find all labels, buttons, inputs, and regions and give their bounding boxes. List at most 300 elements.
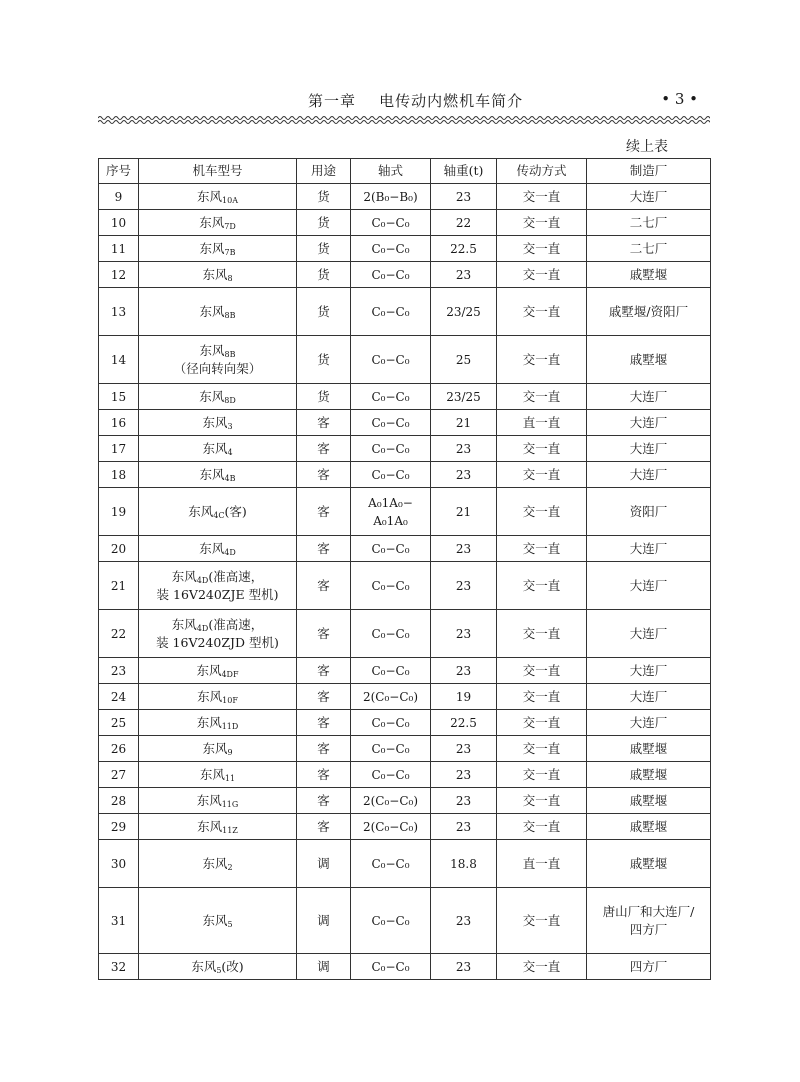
cell-use bbox=[297, 262, 351, 288]
model-note: （径向转向架） bbox=[173, 360, 262, 376]
table-row bbox=[99, 210, 711, 236]
table-row bbox=[99, 814, 711, 840]
model-name: 东风 bbox=[199, 766, 225, 782]
cell-no bbox=[99, 684, 139, 710]
axle-value: C₀−C₀ bbox=[371, 389, 410, 404]
cell-axle bbox=[351, 262, 431, 288]
cell-no bbox=[99, 384, 139, 410]
axle-value: A₀1A₀− bbox=[368, 495, 413, 510]
drive-value: 交一直 bbox=[522, 625, 561, 641]
axle-value: C₀−C₀ bbox=[371, 415, 410, 430]
model-subscript: 11 bbox=[224, 773, 236, 783]
maker-value: 戚墅堰 bbox=[629, 818, 668, 834]
cell-axle bbox=[351, 840, 431, 888]
weight-value: 22 bbox=[455, 215, 472, 230]
weight-value: 18.8 bbox=[450, 856, 477, 871]
header-drive: 传动方式 bbox=[497, 159, 587, 184]
use-value: 货 bbox=[317, 303, 330, 319]
cell-model bbox=[139, 436, 297, 462]
use-value: 客 bbox=[317, 440, 330, 456]
cell-no bbox=[99, 710, 139, 736]
model-subscript: 2 bbox=[227, 862, 233, 872]
cell-no bbox=[99, 236, 139, 262]
cell-model bbox=[139, 384, 297, 410]
cell-use bbox=[297, 658, 351, 684]
cell-weight bbox=[431, 536, 497, 562]
weight-value: 23 bbox=[455, 913, 472, 928]
cell-maker bbox=[587, 536, 711, 562]
use-value: 客 bbox=[317, 414, 330, 430]
model-name: 东风 bbox=[188, 503, 214, 519]
table-row bbox=[99, 562, 711, 610]
model-suffix: (准高速， bbox=[208, 568, 264, 584]
weight-value: 23 bbox=[455, 578, 472, 593]
axle-value: C₀−C₀ bbox=[371, 352, 410, 367]
cell-model bbox=[139, 888, 297, 954]
cell-model bbox=[139, 562, 297, 610]
cell-use bbox=[297, 840, 351, 888]
weight-value: 23 bbox=[455, 189, 472, 204]
model-name: 东风 bbox=[199, 214, 225, 230]
table-row bbox=[99, 410, 711, 436]
axle-value: C₀−C₀ bbox=[371, 959, 410, 974]
model-name: 东风 bbox=[199, 240, 225, 256]
maker-value: 大连厂 bbox=[629, 688, 668, 704]
cell-axle bbox=[351, 210, 431, 236]
use-value: 客 bbox=[317, 766, 330, 782]
use-value: 客 bbox=[317, 740, 330, 756]
row-number: 17 bbox=[110, 441, 127, 456]
weight-value: 23 bbox=[455, 819, 472, 834]
cell-maker bbox=[587, 736, 711, 762]
cell-model bbox=[139, 684, 297, 710]
page-number: • 3 • bbox=[661, 90, 698, 108]
cell-drive bbox=[497, 536, 587, 562]
model-subscript: 4C bbox=[213, 510, 225, 520]
cell-drive bbox=[497, 840, 587, 888]
use-value: 货 bbox=[317, 266, 330, 282]
cell-model bbox=[139, 710, 297, 736]
cell-maker bbox=[587, 658, 711, 684]
weight-value: 23 bbox=[455, 467, 472, 482]
cell-no bbox=[99, 610, 139, 658]
cell-use bbox=[297, 736, 351, 762]
axle-value: C₀−C₀ bbox=[371, 241, 410, 256]
axle-value: C₀−C₀ bbox=[371, 215, 410, 230]
cell-maker bbox=[587, 336, 711, 384]
cell-use bbox=[297, 888, 351, 954]
cell-weight bbox=[431, 488, 497, 536]
cell-drive bbox=[497, 710, 587, 736]
cell-axle bbox=[351, 336, 431, 384]
cell-drive bbox=[497, 684, 587, 710]
drive-value: 交一直 bbox=[522, 540, 561, 556]
cell-axle bbox=[351, 410, 431, 436]
model-note: 装 16V240ZJE 型机) bbox=[156, 586, 279, 602]
cell-weight bbox=[431, 888, 497, 954]
use-value: 货 bbox=[317, 388, 330, 404]
model-subscript: 5 bbox=[216, 965, 222, 975]
axle-value: C₀−C₀ bbox=[371, 626, 410, 641]
cell-use bbox=[297, 762, 351, 788]
cell-drive bbox=[497, 954, 587, 980]
cell-axle bbox=[351, 288, 431, 336]
cell-maker bbox=[587, 384, 711, 410]
table-row bbox=[99, 236, 711, 262]
row-number: 32 bbox=[110, 959, 127, 974]
table-row bbox=[99, 954, 711, 980]
row-number: 16 bbox=[110, 415, 127, 430]
drive-value: 交一直 bbox=[522, 818, 561, 834]
cell-weight bbox=[431, 336, 497, 384]
row-number: 9 bbox=[114, 189, 123, 204]
cell-drive bbox=[497, 436, 587, 462]
use-value: 客 bbox=[317, 625, 330, 641]
cell-no bbox=[99, 262, 139, 288]
cell-weight bbox=[431, 710, 497, 736]
cell-weight bbox=[431, 562, 497, 610]
model-name: 东风 bbox=[196, 662, 222, 678]
chapter-title: 第一章 电传动内燃机车简介 bbox=[308, 92, 524, 110]
row-number: 14 bbox=[110, 352, 127, 367]
model-subscript: 4D bbox=[196, 623, 209, 633]
table-row bbox=[99, 288, 711, 336]
cell-maker bbox=[587, 888, 711, 954]
table-row bbox=[99, 888, 711, 954]
cell-no bbox=[99, 184, 139, 210]
maker-value: 二七厂 bbox=[629, 240, 668, 256]
drive-value: 交一直 bbox=[522, 577, 561, 593]
cell-axle bbox=[351, 184, 431, 210]
weight-value: 23/25 bbox=[446, 389, 481, 404]
cell-maker bbox=[587, 684, 711, 710]
cell-weight bbox=[431, 610, 497, 658]
use-value: 调 bbox=[317, 958, 330, 974]
cell-use bbox=[297, 436, 351, 462]
model-name: 东风 bbox=[197, 188, 223, 204]
maker-value: 戚墅堰 bbox=[629, 766, 668, 782]
cell-use bbox=[297, 814, 351, 840]
row-number: 15 bbox=[110, 389, 127, 404]
cell-drive bbox=[497, 410, 587, 436]
cell-maker bbox=[587, 562, 711, 610]
drive-value: 交一直 bbox=[522, 740, 561, 756]
weight-value: 23 bbox=[455, 741, 472, 756]
cell-drive bbox=[497, 610, 587, 658]
model-subscript: 8B bbox=[224, 349, 236, 359]
cell-model bbox=[139, 736, 297, 762]
drive-value: 交一直 bbox=[522, 188, 561, 204]
drive-value: 交一直 bbox=[522, 766, 561, 782]
cell-drive bbox=[497, 384, 587, 410]
cell-drive bbox=[497, 888, 587, 954]
use-value: 客 bbox=[317, 503, 330, 519]
cell-weight bbox=[431, 210, 497, 236]
cell-drive bbox=[497, 658, 587, 684]
table-body bbox=[99, 184, 711, 980]
axle-value: C₀−C₀ bbox=[371, 541, 410, 556]
cell-use bbox=[297, 210, 351, 236]
model-name: 东风 bbox=[171, 568, 197, 584]
model-name: 东风 bbox=[199, 342, 225, 358]
cell-maker bbox=[587, 762, 711, 788]
cell-use bbox=[297, 562, 351, 610]
model-name: 东风 bbox=[199, 466, 225, 482]
drive-value: 交一直 bbox=[522, 503, 561, 519]
weight-value: 23 bbox=[455, 626, 472, 641]
row-number: 20 bbox=[110, 541, 127, 556]
cell-drive bbox=[497, 236, 587, 262]
row-number: 31 bbox=[110, 913, 127, 928]
cell-axle bbox=[351, 954, 431, 980]
cell-use bbox=[297, 184, 351, 210]
cell-model bbox=[139, 262, 297, 288]
maker-value: 戚墅堰 bbox=[629, 351, 668, 367]
maker-value: 大连厂 bbox=[629, 388, 668, 404]
weight-value: 19 bbox=[455, 689, 472, 704]
cell-weight bbox=[431, 762, 497, 788]
cell-no bbox=[99, 436, 139, 462]
cell-drive bbox=[497, 488, 587, 536]
cell-weight bbox=[431, 684, 497, 710]
cell-weight bbox=[431, 462, 497, 488]
cell-weight bbox=[431, 236, 497, 262]
cell-axle bbox=[351, 736, 431, 762]
cell-axle bbox=[351, 436, 431, 462]
cell-drive bbox=[497, 462, 587, 488]
header-maker: 制造厂 bbox=[587, 159, 711, 184]
cell-weight bbox=[431, 658, 497, 684]
cell-use bbox=[297, 462, 351, 488]
maker-value: 资阳厂 bbox=[629, 503, 668, 519]
cell-maker bbox=[587, 610, 711, 658]
cell-weight bbox=[431, 384, 497, 410]
model-name: 东风 bbox=[202, 912, 228, 928]
cell-weight bbox=[431, 736, 497, 762]
weight-value: 23 bbox=[455, 793, 472, 808]
cell-use bbox=[297, 788, 351, 814]
cell-maker bbox=[587, 488, 711, 536]
model-subscript: 8 bbox=[227, 273, 233, 283]
cell-no bbox=[99, 488, 139, 536]
model-subscript: 11D bbox=[221, 721, 239, 731]
cell-axle bbox=[351, 762, 431, 788]
cell-axle bbox=[351, 384, 431, 410]
drive-value: 交一直 bbox=[522, 912, 561, 928]
cell-axle bbox=[351, 658, 431, 684]
model-name: 东风 bbox=[197, 688, 223, 704]
model-note: 装 16V240ZJD 型机) bbox=[156, 634, 279, 650]
cell-weight bbox=[431, 954, 497, 980]
cell-axle bbox=[351, 684, 431, 710]
cell-weight bbox=[431, 436, 497, 462]
cell-weight bbox=[431, 788, 497, 814]
axle-value: C₀−C₀ bbox=[371, 467, 410, 482]
table-row bbox=[99, 736, 711, 762]
cell-model bbox=[139, 488, 297, 536]
drive-value: 交一直 bbox=[522, 388, 561, 404]
use-value: 调 bbox=[317, 912, 330, 928]
drive-value: 交一直 bbox=[522, 714, 561, 730]
maker-value: 大连厂 bbox=[629, 540, 668, 556]
model-subscript: 4 bbox=[227, 447, 233, 457]
cell-drive bbox=[497, 288, 587, 336]
row-number: 22 bbox=[110, 626, 127, 641]
table-header-row bbox=[99, 159, 711, 184]
use-value: 客 bbox=[317, 714, 330, 730]
use-value: 客 bbox=[317, 792, 330, 808]
model-subscript: 3 bbox=[227, 421, 233, 431]
row-number: 27 bbox=[110, 767, 127, 782]
use-value: 货 bbox=[317, 351, 330, 367]
cell-drive bbox=[497, 184, 587, 210]
model-name: 东风 bbox=[199, 388, 225, 404]
row-number: 26 bbox=[110, 741, 127, 756]
cell-drive bbox=[497, 762, 587, 788]
row-number: 11 bbox=[110, 241, 127, 256]
table-row bbox=[99, 184, 711, 210]
cell-axle bbox=[351, 710, 431, 736]
use-value: 客 bbox=[317, 818, 330, 834]
table-row bbox=[99, 462, 711, 488]
cell-no bbox=[99, 954, 139, 980]
cell-use bbox=[297, 410, 351, 436]
cell-use bbox=[297, 236, 351, 262]
cell-no bbox=[99, 210, 139, 236]
weight-value: 22.5 bbox=[450, 241, 477, 256]
maker-value: 大连厂 bbox=[629, 466, 668, 482]
model-name: 东风 bbox=[202, 740, 228, 756]
cell-model bbox=[139, 410, 297, 436]
use-value: 客 bbox=[317, 688, 330, 704]
axle-value: C₀−C₀ bbox=[371, 578, 410, 593]
header-model: 机车型号 bbox=[139, 159, 297, 184]
model-subscript: 10A bbox=[222, 195, 238, 205]
table-row bbox=[99, 788, 711, 814]
cell-weight bbox=[431, 410, 497, 436]
cell-maker bbox=[587, 462, 711, 488]
axle-value: C₀−C₀ bbox=[371, 441, 410, 456]
maker-value: 戚墅堰/资阳厂 bbox=[608, 303, 689, 319]
model-subscript: 4B bbox=[224, 473, 236, 483]
header-no: 序号 bbox=[99, 159, 139, 184]
cell-maker bbox=[587, 436, 711, 462]
use-value: 客 bbox=[317, 662, 330, 678]
maker-value: 二七厂 bbox=[629, 214, 668, 230]
cell-axle bbox=[351, 488, 431, 536]
cell-no bbox=[99, 814, 139, 840]
row-number: 12 bbox=[110, 267, 127, 282]
cell-use bbox=[297, 536, 351, 562]
table-row bbox=[99, 840, 711, 888]
cell-no bbox=[99, 788, 139, 814]
cell-maker bbox=[587, 410, 711, 436]
table-row bbox=[99, 658, 711, 684]
cell-weight bbox=[431, 814, 497, 840]
cell-maker bbox=[587, 262, 711, 288]
axle-value: C₀−C₀ bbox=[371, 741, 410, 756]
row-number: 10 bbox=[110, 215, 127, 230]
model-subscript: 10F bbox=[222, 695, 238, 705]
drive-value: 交一直 bbox=[522, 792, 561, 808]
cell-axle bbox=[351, 462, 431, 488]
cell-use bbox=[297, 610, 351, 658]
drive-value: 交一直 bbox=[522, 303, 561, 319]
use-value: 客 bbox=[317, 540, 330, 556]
row-number: 28 bbox=[110, 793, 127, 808]
maker-value: 大连厂 bbox=[629, 625, 668, 641]
use-value: 客 bbox=[317, 577, 330, 593]
cell-maker bbox=[587, 288, 711, 336]
model-subscript: 4D bbox=[196, 575, 209, 585]
cell-no bbox=[99, 462, 139, 488]
model-suffix: (改) bbox=[221, 958, 244, 974]
row-number: 24 bbox=[110, 689, 127, 704]
row-number: 30 bbox=[110, 856, 127, 871]
cell-no bbox=[99, 888, 139, 954]
model-subscript: 11G bbox=[221, 799, 239, 809]
drive-value: 交一直 bbox=[522, 440, 561, 456]
table-row bbox=[99, 684, 711, 710]
row-number: 23 bbox=[110, 663, 127, 678]
running-head bbox=[98, 90, 710, 112]
maker-value: 大连厂 bbox=[629, 188, 668, 204]
cell-no bbox=[99, 410, 139, 436]
maker-value: 大连厂 bbox=[629, 714, 668, 730]
weight-value: 22.5 bbox=[450, 715, 477, 730]
model-name: 东风 bbox=[202, 414, 228, 430]
weight-value: 23/25 bbox=[446, 304, 481, 319]
row-number: 19 bbox=[110, 504, 127, 519]
weight-value: 21 bbox=[455, 504, 472, 519]
model-name: 东风 bbox=[202, 440, 228, 456]
axle-value: 2(B₀−B₀) bbox=[363, 189, 418, 204]
cell-no bbox=[99, 536, 139, 562]
model-name: 东风 bbox=[199, 540, 225, 556]
cell-maker bbox=[587, 210, 711, 236]
model-subscript: 7D bbox=[224, 221, 236, 231]
cell-model bbox=[139, 814, 297, 840]
model-subscript: 8D bbox=[224, 395, 236, 405]
cell-use bbox=[297, 488, 351, 536]
drive-value: 交一直 bbox=[522, 214, 561, 230]
axle-value-line2: A₀1A₀ bbox=[373, 513, 408, 528]
cell-maker bbox=[587, 184, 711, 210]
drive-value: 交一直 bbox=[522, 266, 561, 282]
continued-label: 续上表 bbox=[626, 139, 668, 155]
header-use: 用途 bbox=[297, 159, 351, 184]
maker-value: 唐山厂和大连厂/ bbox=[602, 903, 695, 919]
cell-model bbox=[139, 840, 297, 888]
model-name: 东风 bbox=[199, 303, 225, 319]
cell-no bbox=[99, 762, 139, 788]
weight-value: 21 bbox=[455, 415, 472, 430]
maker-value: 戚墅堰 bbox=[629, 855, 668, 871]
cell-maker bbox=[587, 954, 711, 980]
cell-no bbox=[99, 658, 139, 684]
cell-axle bbox=[351, 888, 431, 954]
axle-value: 2(C₀−C₀) bbox=[362, 689, 419, 704]
model-name: 东风 bbox=[191, 958, 217, 974]
use-value: 货 bbox=[317, 214, 330, 230]
row-number: 18 bbox=[110, 467, 127, 482]
cell-drive bbox=[497, 562, 587, 610]
table-row bbox=[99, 610, 711, 658]
cell-maker bbox=[587, 236, 711, 262]
model-suffix: (客) bbox=[224, 503, 247, 519]
cell-use bbox=[297, 288, 351, 336]
cell-no bbox=[99, 736, 139, 762]
